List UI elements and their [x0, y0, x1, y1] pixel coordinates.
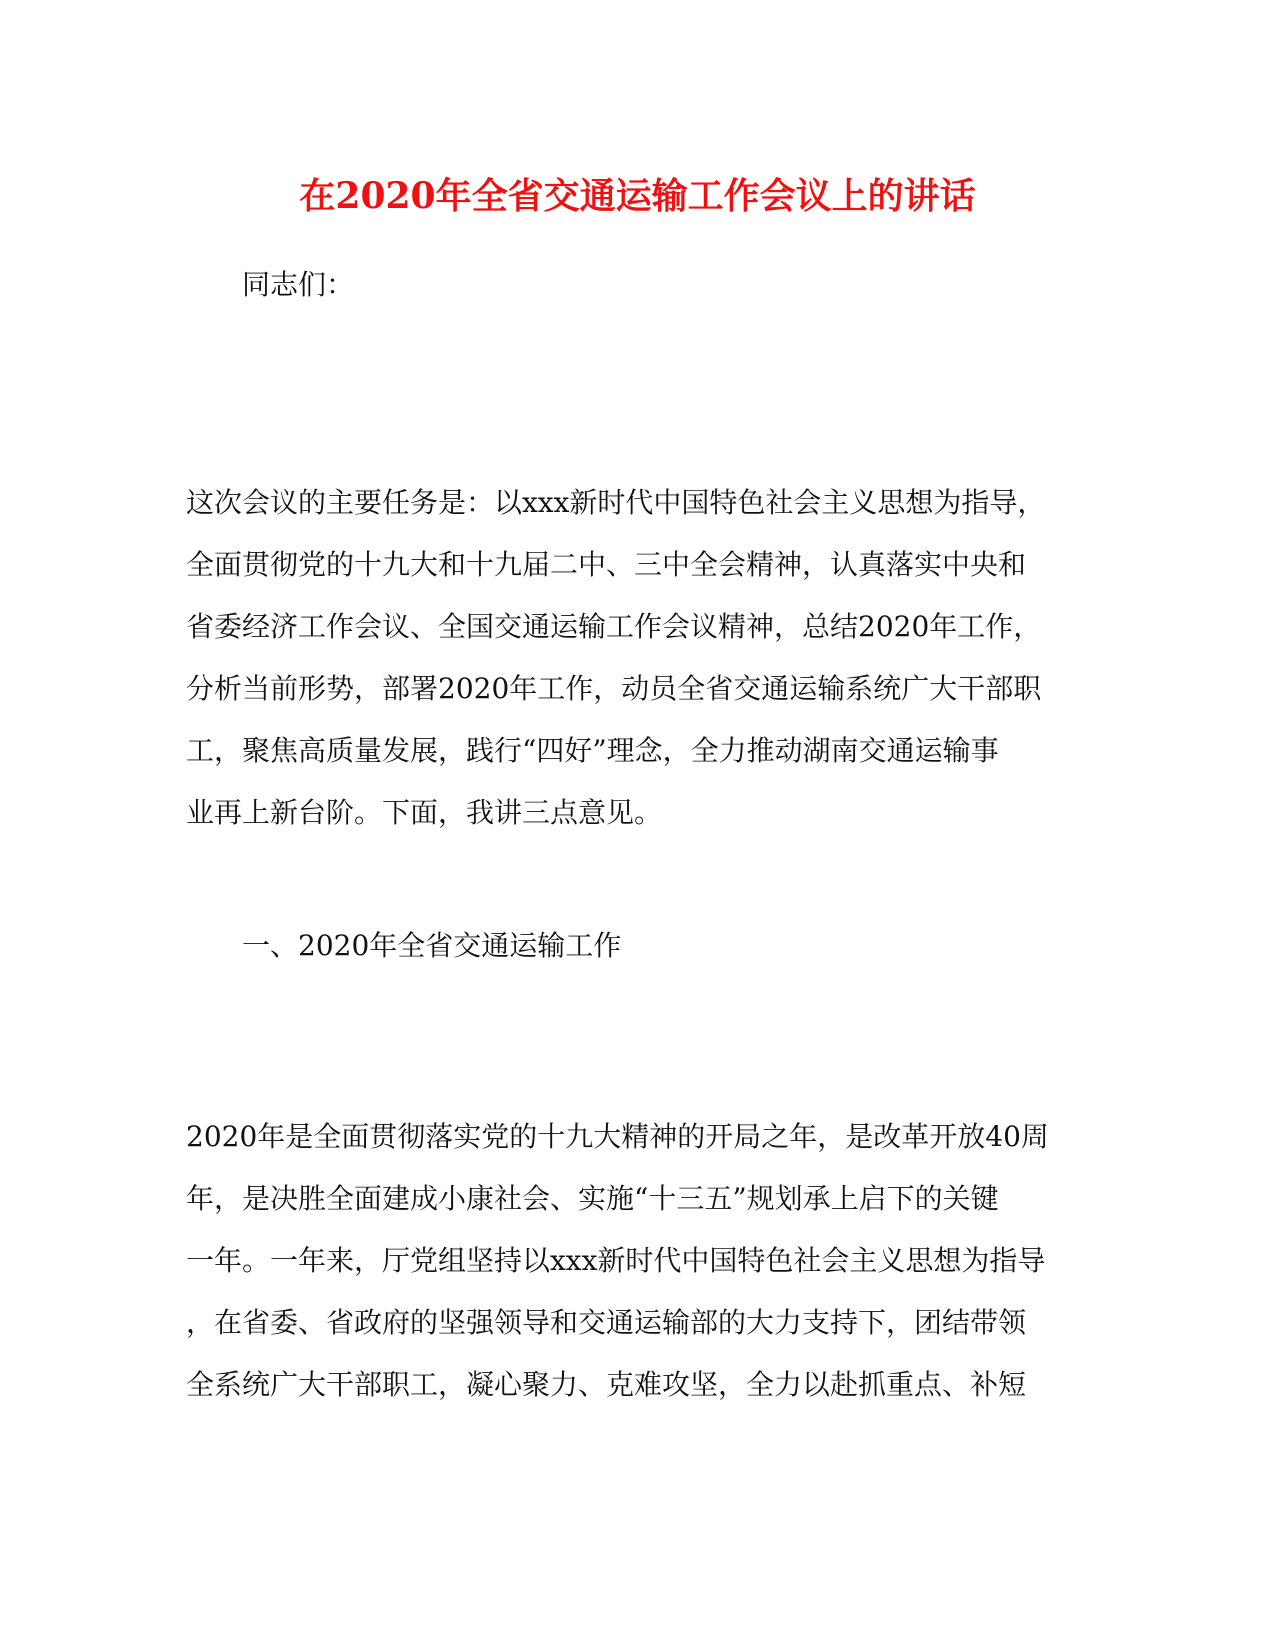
- paragraph-line: 全系统广大干部职工，凝心聚力、克难攻坚，全力以赴抓重点、补短: [186, 1368, 1027, 1401]
- paragraph-line: 年，是决胜全面建成小康社会、实施“十三五”规划承上启下的关键: [186, 1182, 999, 1215]
- section-heading: 一、2020年全省交通运输工作: [242, 929, 622, 962]
- paragraph-line: 一年。一年来，厅党组坚持以xxx新时代中国特色社会主义思想为指导: [186, 1244, 1046, 1277]
- paragraph-line: 这次会议的主要任务是：以xxx新时代中国特色社会主义思想为指导，: [186, 486, 1046, 519]
- paragraph-intro: [186, 472, 1045, 844]
- paragraph-line: 2020年是全面贯彻落实党的十九大精神的开局之年，是改革开放40周: [186, 1120, 1049, 1153]
- paragraph-line: 分析当前形势，部署2020年工作，动员全省交通运输系统广大干部职: [186, 672, 1042, 705]
- paragraph-line: 工，聚焦高质量发展，践行“四好”理念，全力推动湖南交通运输事: [186, 734, 999, 767]
- paragraph-line: 全面贯彻党的十九大和十九届二中、三中全会精神，认真落实中央和: [186, 548, 1027, 581]
- paragraph-review: [186, 1106, 1049, 1416]
- paragraph-line: 业再上新台阶。下面，我讲三点意见。: [186, 796, 663, 829]
- paragraph-line: ，在省委、省政府的坚强领导和交通运输部的大力支持下，团结带领: [186, 1306, 1027, 1339]
- paragraph-line: 省委经济工作会议、全国交通运输工作会议精神，总结2020年工作，: [186, 610, 1042, 643]
- salutation: 同志们：: [242, 268, 355, 301]
- page-title: 在2020年全省交通运输工作会议上的讲话: [299, 175, 976, 217]
